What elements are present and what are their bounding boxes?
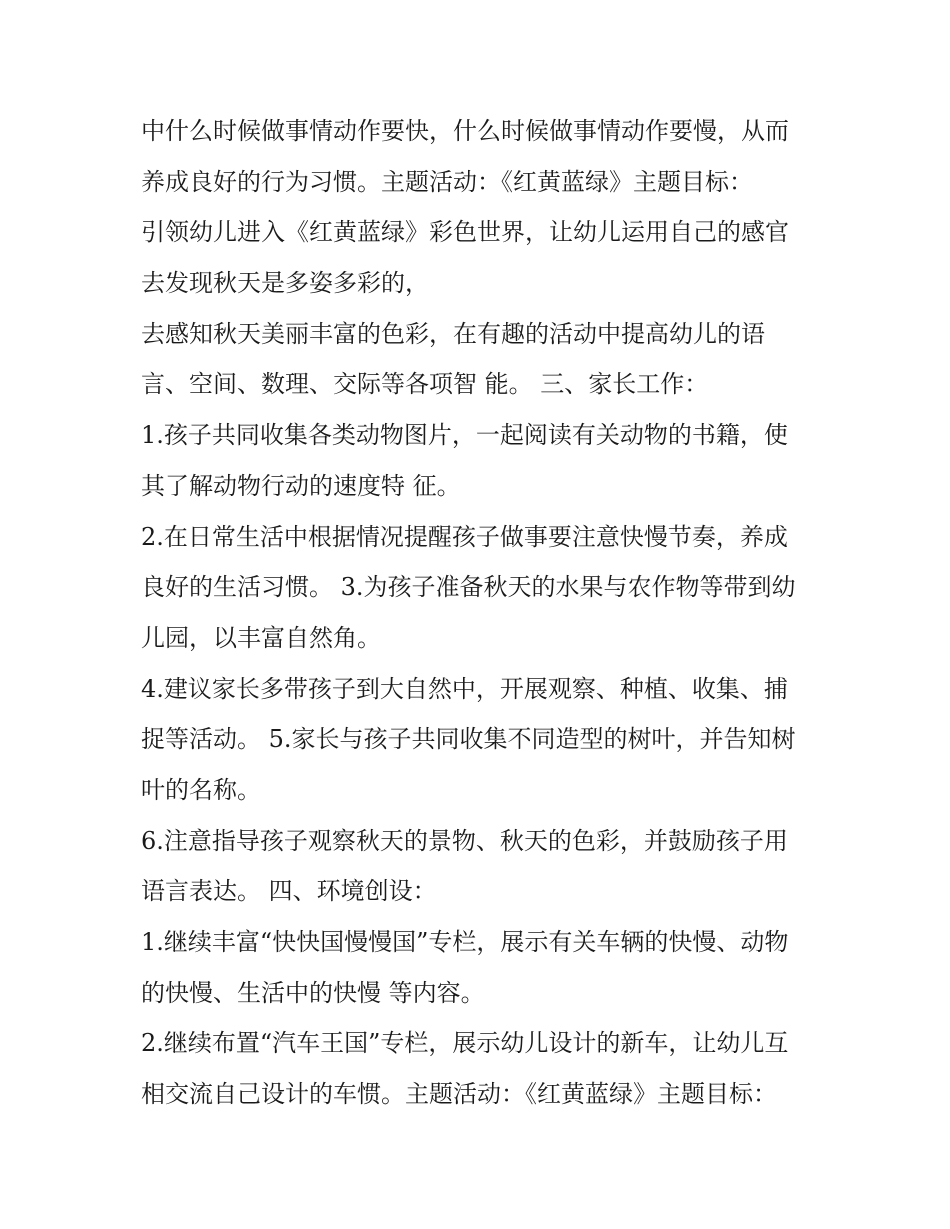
text-line: 言、空间、数理、交际等各项智 能。 三、家长工作： xyxy=(141,370,709,399)
text-line: 儿园，以丰富自然角。 xyxy=(141,623,381,652)
text-line: 去感知秋天美丽丰富的色彩，在有趣的活动中提高幼儿的语 xyxy=(141,319,765,348)
document-body xyxy=(141,106,821,1120)
text-line: 中什么时候做事情动作要快，什么时候做事情动作要慢，从而 xyxy=(141,117,789,145)
text-line: 良好的生活习惯。 3.为孩子准备秋天的水果与农作物等带到幼 xyxy=(141,573,796,602)
text-line: 2.继续布置“汽车王国”专栏，展示幼儿设计的新车，让幼儿互 xyxy=(141,1029,789,1058)
text-line: 1.继续丰富“快快国慢慢国”专栏，展示有关车辆的快慢、动物 xyxy=(141,928,789,956)
text-line: 1.孩子共同收集各类动物图片，一起阅读有关动物的书籍，使 xyxy=(141,421,788,450)
text-line: 其了解动物行动的速度特 征。 xyxy=(141,471,461,500)
text-line: 引领幼儿进入《红黄蓝绿》彩色世界，让幼儿运用自己的感官 xyxy=(141,218,789,247)
text-line: 捉等活动。 5.家长与孩子共同收集不同造型的树叶，并告知树 xyxy=(141,725,796,754)
text-line: 4.建议家长多带孩子到大自然中，开展观察、种植、收集、捕 xyxy=(141,674,788,703)
text-line: 叶的名称。 xyxy=(141,775,261,804)
text-line: 相交流自己设计的车惯。主题活动：《红黄蓝绿》主题目标： xyxy=(141,1080,777,1109)
text-line: 6.注意指导孩子观察秋天的景物、秋天的色彩，并鼓励孩子用 xyxy=(141,826,788,855)
text-line: 的快慢、生活中的快慢 等内容。 xyxy=(141,978,485,1007)
text-line: 语言表达。 四、环境创设： xyxy=(141,877,437,906)
text-line: 2.在日常生活中根据情况提醒孩子做事要注意快慢节奏，养成 xyxy=(141,522,788,551)
text-line: 去发现秋天是多姿多彩的， xyxy=(141,269,429,298)
text-line: 养成良好的行为习惯。主题活动：《红黄蓝绿》主题目标： xyxy=(141,167,753,196)
